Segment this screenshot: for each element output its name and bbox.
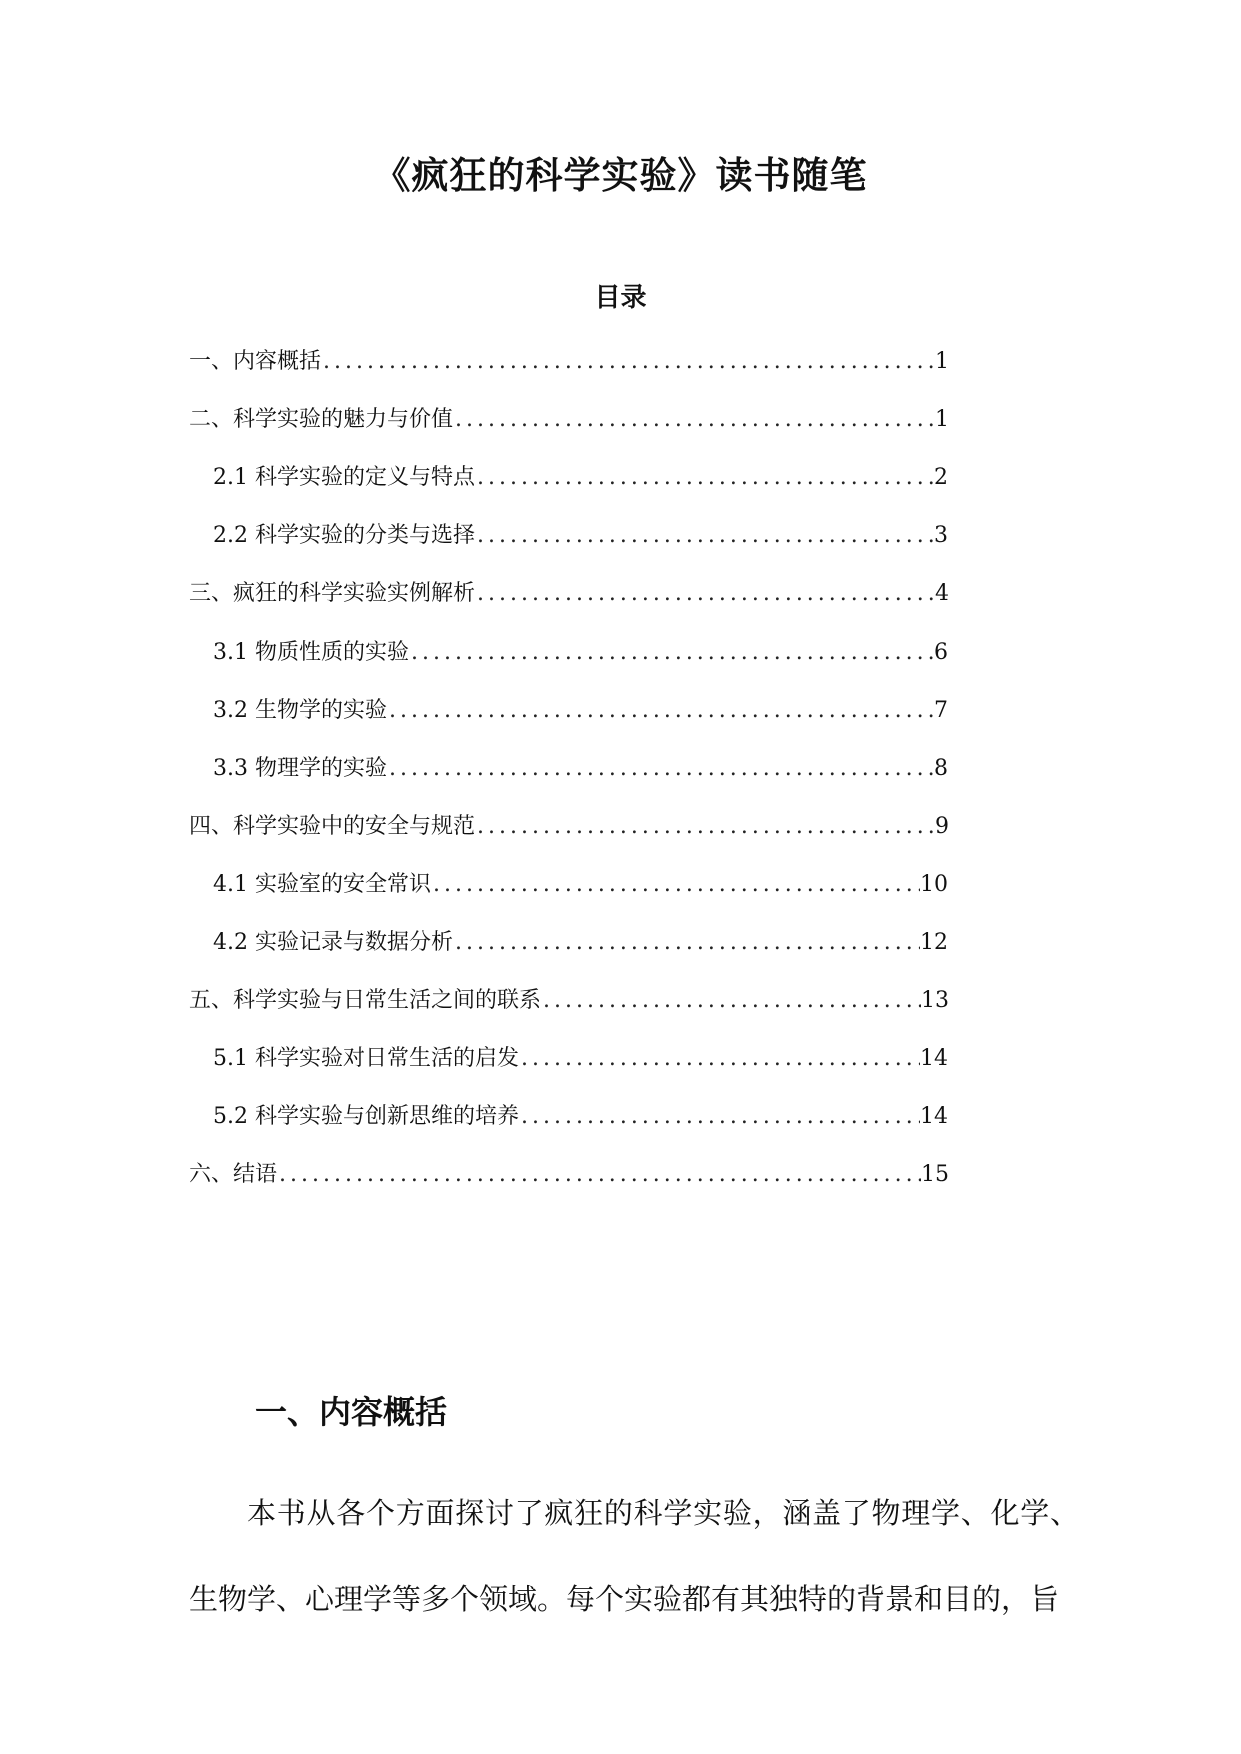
toc-entry-label: 2.1 科学实验的定义与特点	[213, 465, 475, 490]
toc-entry-label: 2.2 科学实验的分类与选择	[213, 523, 475, 548]
toc-entry-page-number: 2	[934, 465, 948, 490]
toc-entry-label: 3.1 物质性质的实验	[213, 640, 409, 665]
toc-entry-label: 3.2 生物学的实验	[213, 698, 387, 723]
toc-dot-leader	[453, 927, 920, 959]
toc-entry-page-number: 8	[934, 756, 948, 781]
toc-entry[interactable]	[213, 462, 948, 494]
document-title: 《疯狂的科学实验》读书随笔	[373, 153, 868, 197]
toc-dot-leader	[431, 869, 920, 901]
toc-dot-leader	[409, 637, 934, 669]
toc-entry-label: 4.2 实验记录与数据分析	[213, 930, 453, 955]
toc-entry-page-number: 10	[920, 872, 948, 897]
toc-dot-leader	[387, 753, 934, 785]
toc-dot-leader	[387, 695, 934, 727]
toc-entry[interactable]	[189, 404, 949, 436]
toc-entry-label: 三、疯狂的科学实验实例解析	[189, 581, 476, 606]
toc-entry[interactable]	[213, 637, 948, 669]
toc-entry-page-number: 1	[935, 407, 949, 432]
toc-dot-leader	[519, 1101, 920, 1133]
toc-entry-label: 4.1 实验室的安全常识	[213, 872, 431, 897]
toc-dot-leader	[475, 520, 934, 552]
toc-entry-label: 六、结语	[189, 1162, 278, 1187]
body-paragraph: 本书从各个方面探讨了疯狂的科学实验，涵盖了物理学、化学、生物学、心理学等多个领域。每个实验都有其独特的背景和目的，旨	[189, 1496, 1079, 1616]
toc-entry-page-number: 6	[934, 640, 948, 665]
toc-entry-page-number: 7	[934, 698, 948, 723]
toc-dot-leader	[475, 811, 935, 843]
toc-entry-label: 二、科学实验的魅力与价值	[189, 407, 454, 432]
toc-entry-label: 5.2 科学实验与创新思维的培养	[213, 1104, 519, 1129]
toc-entry[interactable]	[189, 1159, 949, 1191]
toc-dot-leader	[453, 404, 935, 436]
toc-entry-label: 五、科学实验与日常生活之间的联系	[189, 988, 542, 1013]
toc-entry-label: 一、内容概括	[189, 349, 322, 374]
toc-dot-leader	[475, 578, 935, 610]
toc-entry-page-number: 14	[920, 1046, 948, 1071]
toc-entry-label: 四、科学实验中的安全与规范	[189, 814, 476, 839]
toc-entry[interactable]	[189, 346, 949, 378]
toc-entry-page-number: 12	[920, 930, 948, 955]
toc-heading: 目录	[594, 283, 647, 313]
toc-entry-page-number: 14	[920, 1104, 948, 1129]
toc-dot-leader	[321, 346, 935, 378]
toc-entry[interactable]	[213, 520, 948, 552]
toc-entry-page-number: 4	[935, 581, 949, 606]
toc-dot-leader	[541, 985, 921, 1017]
toc-entry-page-number: 15	[921, 1162, 949, 1187]
toc-dot-leader	[277, 1159, 921, 1191]
toc-entry-page-number: 3	[934, 523, 948, 548]
toc-entry[interactable]	[189, 985, 949, 1017]
toc-entry[interactable]	[189, 578, 949, 610]
toc-entry[interactable]	[213, 695, 948, 727]
toc-entry[interactable]	[213, 869, 948, 901]
toc-entry-page-number: 9	[935, 814, 949, 839]
toc-entry[interactable]	[213, 1043, 948, 1075]
toc-entry[interactable]	[189, 811, 949, 843]
toc-entry-label: 3.3 物理学的实验	[213, 756, 387, 781]
section-heading: 一、内容概括	[255, 1393, 448, 1431]
toc-entry-page-number: 13	[921, 988, 949, 1013]
toc-entry-label: 5.1 科学实验对日常生活的启发	[213, 1046, 519, 1071]
toc-dot-leader	[475, 462, 934, 494]
toc-dot-leader	[519, 1043, 920, 1075]
toc-entry[interactable]	[213, 927, 948, 959]
toc-entry-page-number: 1	[935, 349, 949, 374]
toc-entry[interactable]	[213, 753, 948, 785]
toc-entry[interactable]	[213, 1101, 948, 1133]
